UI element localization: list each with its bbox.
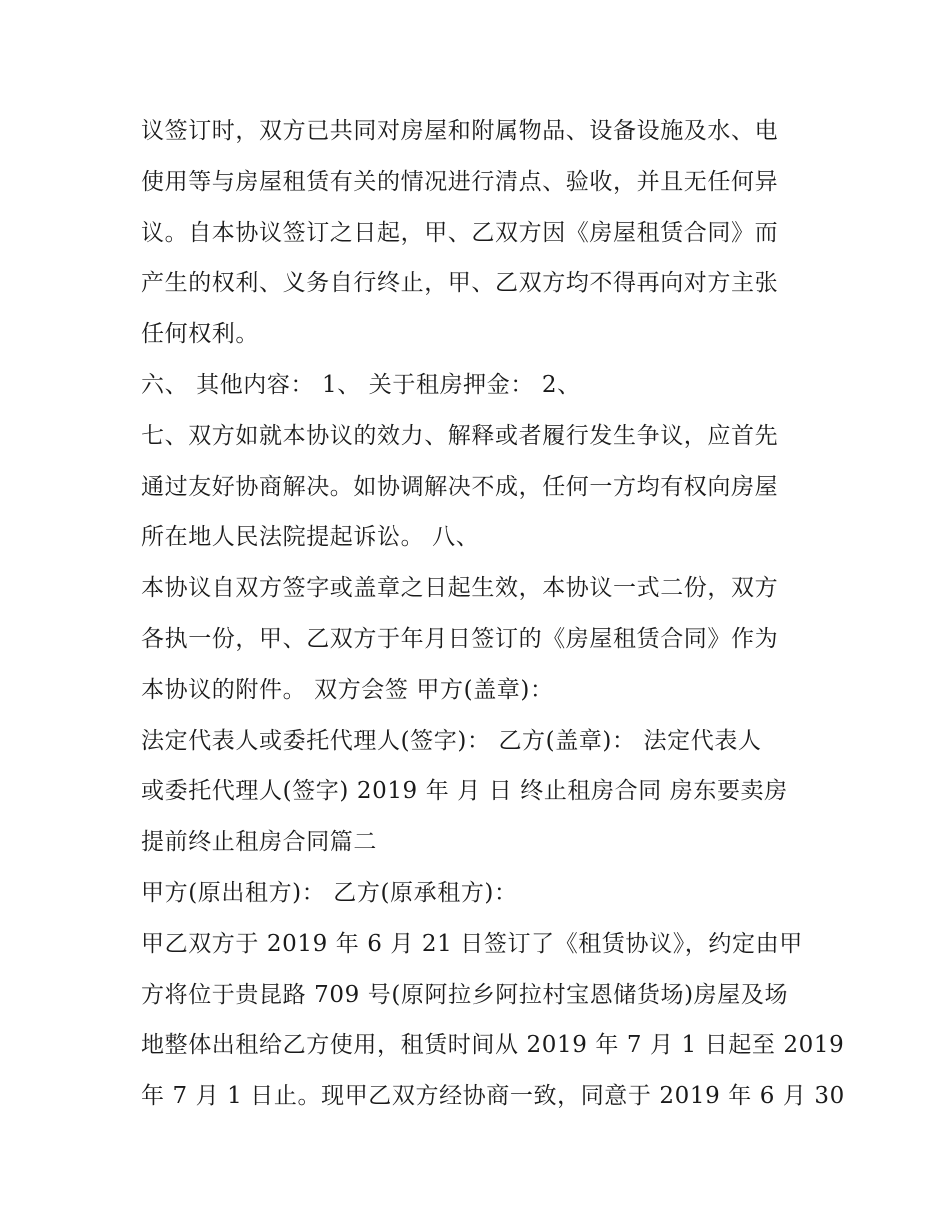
text-line: 使用等与房屋租赁有关的情况进行清点、验收，并且无任何异 (141, 168, 779, 195)
text-line: 六、 其他内容： 1、 关于租房押金： 2、 (141, 371, 581, 398)
text-line: 七、双方如就本协议的效力、解释或者履行发生争议，应首先 (141, 422, 779, 449)
text-line: 地整体出租给乙方使用，租赁时间从 2019 年 7 月 1 日起至 2019 (141, 1032, 845, 1059)
text-line: 议。自本协议签订之日起，甲、乙双方因《房屋租赁合同》而 (141, 219, 779, 246)
text-line: 产生的权利、义务自行终止，甲、乙双方均不得再向对方主张 (141, 270, 779, 297)
text-line: 各执一份，甲、乙双方于年月日签订的《房屋租赁合同》作为 (141, 625, 779, 652)
text-line: 甲方(原出租方)： 乙方(原承租方)： (141, 879, 518, 906)
text-line: 所在地人民法院提起诉讼。 八、 (141, 524, 480, 551)
text-line: 或委托代理人(签字) 2019 年 月 日 终止租房合同 房东要卖房 (141, 778, 788, 805)
text-line: 本协议自双方签字或盖章之日起生效，本协议一式二份，双方 (141, 575, 779, 602)
text-line: 甲乙双方于 2019 年 6 月 21 日签订了《租赁协议》，约定由甲 (141, 930, 803, 957)
text-line: 本协议的附件。 双方会签 甲方(盖章)： (141, 676, 554, 703)
text-line: 年 7 月 1 日止。现甲乙双方经协商一致，同意于 2019 年 6 月 30 (141, 1083, 845, 1110)
text-line: 通过友好协商解决。如协调解决不成，任何一方均有权向房屋 (141, 473, 779, 500)
text-line: 任何权利。 (141, 321, 259, 348)
text-line: 方将位于贵昆路 709 号(原阿拉乡阿拉村宝恩储货场)房屋及场 (141, 981, 789, 1008)
text-line: 提前终止租房合同篇二 (141, 829, 377, 856)
text-line: 法定代表人或委托代理人(签字)： 乙方(盖章)： 法定代表人 (141, 727, 762, 754)
document-body (141, 106, 845, 1122)
text-line: 议签订时，双方已共同对房屋和附属物品、设备设施及水、电 (141, 118, 779, 144)
